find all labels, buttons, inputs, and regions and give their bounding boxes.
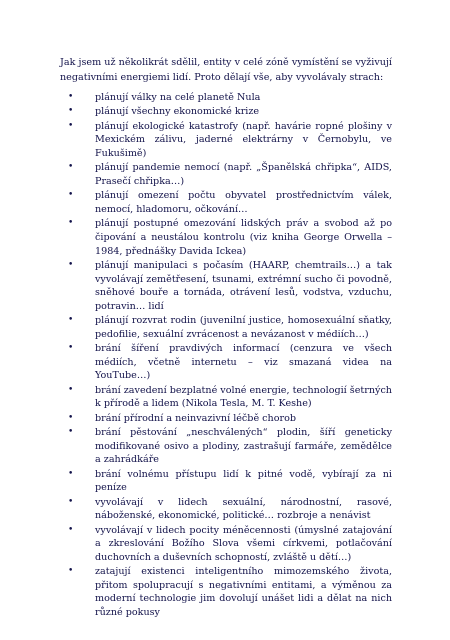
bullet-icon: • xyxy=(68,496,74,507)
bullet-icon: • xyxy=(68,259,74,270)
list-item xyxy=(60,524,392,565)
list-item xyxy=(60,161,392,188)
list-item-text: plánují manipulaci s počasím (HAARP, chemtrails…) a tak vyvolávají zemětřesení, tsunami, extrémní sucho či povodně, sněhové bouře a tornáda, otrávení lesů, vodstva, vzduchu, potravin… lidí xyxy=(95,259,392,312)
list-item xyxy=(60,259,392,313)
bullet-icon: • xyxy=(68,343,74,354)
bullet-icon: • xyxy=(68,106,74,117)
list-item-text: plánují ekologické katastrofy (např. havárie ropné plošiny v Mexickém zálivu, jaderné elektrárny v Černobylu, ve Fukušimě) xyxy=(95,120,392,159)
bullet-icon: • xyxy=(68,412,74,423)
list-item xyxy=(60,565,392,619)
bullet-list xyxy=(60,91,392,620)
bullet-icon: • xyxy=(68,566,74,577)
bullet-icon: • xyxy=(68,384,74,395)
bullet-icon: • xyxy=(68,92,74,102)
list-item-text: zatajují existenci inteligentního mimozemského života, přitom spolupracují s negativními entitami, a výměnou za moderní technologie jim dovolují unášet lidi a dělat na nich různé pokusy xyxy=(95,566,392,618)
list-item-text: plánují postupné omezování lidských práv a svobod až po čipování a neustálou kontrolu (viz kniha George Orwella – 1984, přednášky Davida Ickea) xyxy=(95,218,392,257)
list-item-text: brání zavedení bezplatné volné energie, technologií šetrných k přírodě a lidem (Nikola Tesla, M. T. Keshe) xyxy=(95,384,392,410)
list-item-text: brání šíření pravdivých informací (cenzura ve všech médiích, včetně internetu – viz smazaná videa na YouTube…) xyxy=(95,343,392,382)
list-item-text: vyvolávají v lidech pocity méněcennosti (úmyslné zatajování a zkreslování Božího Slova všemi církvemi, potlačování duchovních a duševních schopností, zvláště u dětí…) xyxy=(95,524,392,563)
list-item-text: plánují omezení počtu obyvatel prostřednictvím válek, nemocí, hladomoru, očkování… xyxy=(95,190,392,215)
bullet-icon: • xyxy=(68,218,74,229)
bullet-icon: • xyxy=(68,468,74,479)
list-item-text: brání pěstování „neschválených“ plodin, šíří geneticky modifikované osivo a plodiny, zastrašují farmáře, zemědělce a zahrádkáře xyxy=(95,427,392,466)
list-item xyxy=(60,105,392,119)
bullet-icon: • xyxy=(68,190,74,201)
bullet-icon: • xyxy=(68,315,74,326)
list-item xyxy=(60,468,392,495)
list-item xyxy=(60,426,392,467)
list-item xyxy=(60,342,392,383)
bullet-icon: • xyxy=(68,427,74,438)
list-item-text: brání volnému přístupu lidí k pitné vodě, vybírají za ni peníze xyxy=(95,468,392,494)
list-item xyxy=(60,496,392,523)
list-item xyxy=(60,217,392,258)
list-item xyxy=(60,120,392,161)
list-item-text: plánují války na celé planetě Nula xyxy=(95,92,261,103)
list-item xyxy=(60,384,392,411)
list-item xyxy=(60,189,392,216)
list-item xyxy=(60,91,392,105)
list-item-text: plánují pandemie nemocí (např. „Španělská chřipka“, AIDS, Prasečí chřipka…) xyxy=(95,162,392,187)
list-item-text: vyvolávají v lidech sexuální, národnostní, rasové, náboženské, ekonomické, politické… rozbroje a nenávist xyxy=(95,496,392,522)
list-item xyxy=(60,314,392,341)
list-item-text: brání přírodní a neinvazivní léčbě chorob xyxy=(95,412,297,424)
bullet-icon: • xyxy=(68,162,74,173)
bullet-icon: • xyxy=(68,120,74,131)
bullet-icon: • xyxy=(68,524,74,535)
list-item xyxy=(60,412,392,426)
intro-paragraph: Jak jsem už několikrát sdělil, entity v celé zóně vymístění se vyživují negativními energiemi lidí. Proto dělají vše, aby vyvolávaly strach: xyxy=(60,57,392,83)
list-item-text: plánují rozvrat rodin (juvenilní justice, homosexuální sňatky, pedofilie, sexuální zvrácenost a nevázanost v médiích…) xyxy=(95,315,392,340)
list-item-text: plánují všechny ekonomické krize xyxy=(95,106,260,118)
